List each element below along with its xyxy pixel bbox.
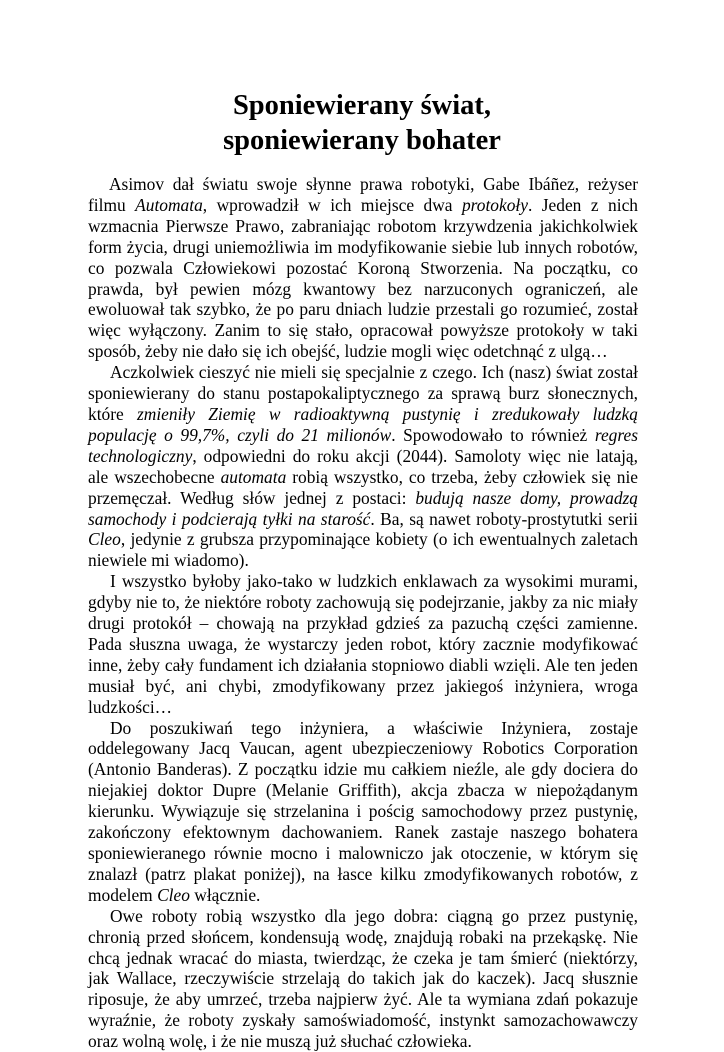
paragraph — [88, 571, 638, 717]
italic-text: Cleo — [88, 529, 121, 550]
text-run: . Jeden z nich wzmacnia Pierwsze Prawo, zabraniając robotom krzywdzenia jakichkolwiek form życia, drugi uniemożliwia im modyfikowanie siebie lub innych robotów, co pozwala Człowiekowi pozostać Koroną Stworzenia. Na początku, co prawda, był pewien mózg kwantowy bez narzuconych ograniczeń, ale ewoluował tak szybko, że po paru dniach ludzie przestali go rozumieć, został więc wyłączony. Zanim to się stało, opracował powyższe protokoły w taki sposób, żeby nie dało się ich obejść, ludzie mogli więc odetchnąć z ulgą… — [88, 194, 638, 362]
italic-text: Automata — [135, 194, 203, 215]
paragraph — [88, 718, 638, 906]
text-run: , wprowadził w ich miejsce dwa — [202, 194, 462, 215]
article-body — [88, 174, 638, 1052]
text-run: Do poszukiwań tego inżyniera, a właściwie Inżyniera, zostaje oddelegowany Jacq Vaucan, agent ubezpieczeniowy Robotics Corporation (Antonio Banderas). Z początku idzie mu całkiem nieźle, ale gdy dociera do niejakiej doktor Dupre (Melanie Griffith), akcja zbacza w niepożądanym kierunku. Wywiązuje się strzelanina i pościg samochodowy przez pustynię, zakończony efektownym dachowaniem. Ranek zastaje naszego bohatera sponiewieranego równie mocno i malowniczo jak otoczenie, w którym się znalazł (patrz plakat poniżej), na łasce kilku zmodyfikowanych robotów, z modelem — [88, 717, 638, 905]
text-run: Aczkolwiek cieszyć nie mieli się specjalnie z czego. Ich (nasz) świat został sponiewierany do stanu postapokaliptycznego za sprawą burz słonecznych, które — [88, 362, 638, 424]
title-line-1: Sponiewierany świat, — [232, 90, 492, 121]
italic-text: automata — [220, 466, 287, 487]
italic-text: Cleo — [157, 884, 190, 905]
article-title — [0, 88, 724, 158]
text-run: Asimov dał światu swoje słynne prawa robotyki, Gabe Ibáñez, reżyser filmu — [88, 174, 638, 215]
italic-text: regres technologiczny — [88, 424, 638, 466]
italic-text: zmieniły Ziemię w radioaktywną pustynię i zredukowały ludzką populację o 99,7%, czyli do 21 milionów — [88, 403, 638, 445]
paragraph — [88, 174, 638, 362]
text-run: , jedynie z grubsza przypominające kobiety (o ich ewentualnych zaletach niewiele mi wiadomo). — [88, 529, 638, 571]
text-run: Owe roboty robią wszystko dla jego dobra: ciągną go przez pustynię, chronią przed słońcem, kondensują wodę, znajdują robaki na przekąskę. Nie chcą jednak wracać do miasta, twierdząc, że czeka je tam śmierć (niektórzy, jak Wallace, rzeczywiście strzelają do takich jak do kaczek). Jacq słusznie riposuje, że aby umrzeć, trzeba najpierw żyć. Ale ta wymiana zdań pokazuje wyraźnie, że roboty zyskały samoświadomość, instynkt samozachowawczy oraz wolną wolę, i że nie muszą już słuchać człowieka. — [88, 905, 638, 1052]
paragraph — [88, 906, 638, 1052]
text-run: . Ba, są nawet roboty-prostytutki serii — [370, 508, 638, 529]
text-run: , odpowiedni do roku akcji (2044). Samoloty więc nie latają, ale wszechobecne — [88, 445, 638, 487]
text-run: włącznie. — [189, 884, 261, 905]
italic-text: budują nasze domy, prowadzą samochody i podcierają tyłki na starość — [88, 487, 638, 529]
italic-text: protokoły — [461, 194, 528, 215]
title-line-2: sponiewierany bohater — [223, 125, 501, 156]
text-run: robią wszystko, co trzeba, żeby człowiek się nie przemęczał. Według słów jednej z postaci: — [88, 466, 638, 508]
text-run: . Spowodowało to również — [391, 424, 595, 445]
text-run: I wszystko byłoby jako-tako w ludzkich enklawach za wysokimi murami, gdyby nie to, że niektóre roboty zachowują się podejrzanie, jakby za nic miały drugi protokół – chowają na przykład gdzieś za pazuchą części zamienne. Pada słuszna uwaga, że wystarczy jeden robot, który zacznie modyfikować inne, żeby cały fundament ich działania stopniowo diabli wzięli. Ale ten jeden musiał być, ani chybi, zmodyfikowany przez jakiegoś inżyniera, wroga ludzkości… — [88, 571, 638, 717]
paragraph — [88, 362, 638, 571]
